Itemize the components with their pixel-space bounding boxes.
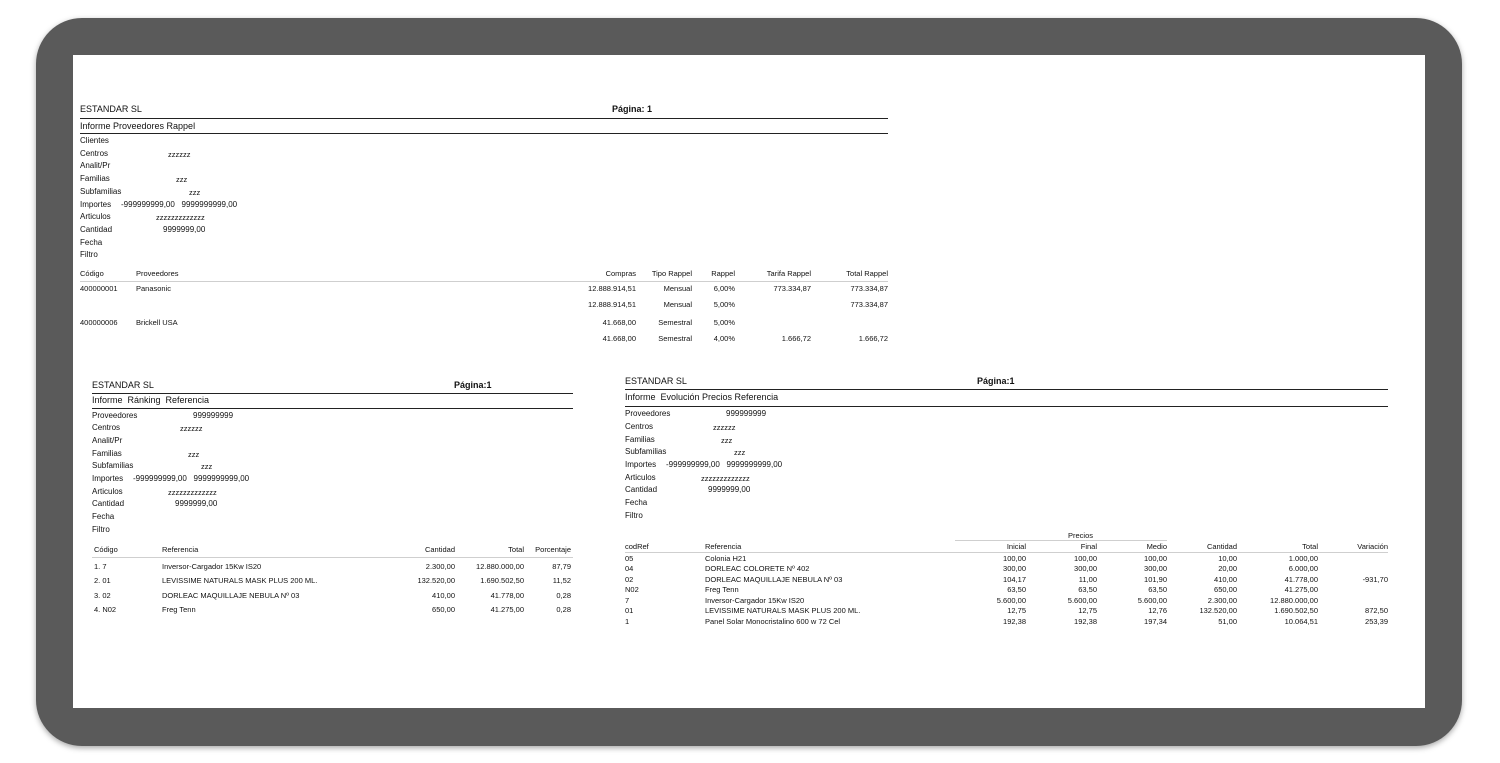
filter-label: Filtro <box>80 250 98 259</box>
filter-label: Familias <box>92 449 122 458</box>
cell-total: 12.880.000,00 <box>1270 596 1318 605</box>
column-header: Rappel <box>711 269 735 278</box>
cell-total: 773.334,87 <box>850 284 888 293</box>
filter-label: Articulos <box>625 473 656 482</box>
title-rule <box>80 133 888 134</box>
page-number: Página: 1 <box>612 104 653 114</box>
filter-label: Centros <box>625 422 654 431</box>
column-header: Cantidad <box>1206 542 1237 551</box>
group-header-rule <box>955 540 1167 541</box>
cell-porcentaje: 0,28 <box>556 605 571 614</box>
cell-cantidad: 20,00 <box>1218 564 1237 573</box>
cell-proveedor: Panasonic <box>136 284 172 293</box>
filter-label: Subfamilias <box>80 187 122 196</box>
column-header: Final <box>1080 542 1097 551</box>
cell-inicial: 104,17 <box>1003 575 1026 584</box>
cell-referencia: DORLEAC MAQUILLAJE NEBULA Nº 03 <box>162 591 300 600</box>
filter-label: Cantidad <box>92 499 125 508</box>
column-header: codRef <box>625 542 649 551</box>
cell-rappel: 5,00% <box>713 318 735 327</box>
cell-codref: 05 <box>625 554 634 563</box>
filter-value: zzzzzz <box>168 150 191 159</box>
cell-codref: 01 <box>625 606 634 615</box>
cell-final: 100,00 <box>1074 554 1097 563</box>
column-header: Tipo Rappel <box>651 269 692 278</box>
column-header: Medio <box>1146 542 1167 551</box>
title-rule <box>92 408 573 409</box>
cell-referencia: LEVISSIME NATURALS MASK PLUS 200 ML. <box>162 576 318 585</box>
page-number: Página:1 <box>977 376 1015 386</box>
cell-cantidad: 132.520,00 <box>417 576 455 585</box>
cell-total: 773.334,87 <box>850 300 888 309</box>
cell-inicial: 300,00 <box>1003 564 1026 573</box>
cell-porcentaje: 87,79 <box>552 562 571 571</box>
cell-medio: 12,76 <box>1148 606 1167 615</box>
cell-referencia: Freg Tenn <box>705 585 739 594</box>
filter-value: 9999999,00 <box>708 485 751 494</box>
filter-value: zzz <box>189 188 201 197</box>
column-header: Tarifa Rappel <box>766 269 811 278</box>
cell-inicial: 12,75 <box>1007 606 1026 615</box>
filter-label: Cantidad <box>625 485 658 494</box>
report-title: Informe Evolución Precios Referencia <box>625 392 779 402</box>
cell-proveedor: Brickell USA <box>136 318 178 327</box>
filter-label: Proveedores <box>625 409 671 418</box>
filter-label: Centros <box>92 423 121 432</box>
cell-cantidad: 2.300,00 <box>425 562 455 571</box>
company-name: ESTANDAR SL <box>80 104 142 114</box>
cell-referencia: LEVISSIME NATURALS MASK PLUS 200 ML. <box>705 606 861 615</box>
cell-final: 192,38 <box>1074 617 1097 626</box>
filter-label: Analit/Pr <box>92 436 123 445</box>
column-header: Total <box>1302 542 1318 551</box>
cell-tarifa: 773.334,87 <box>773 284 811 293</box>
cell-codref: 7 <box>625 596 630 605</box>
cell-variacion: 253,39 <box>1365 617 1388 626</box>
filter-label: Fecha <box>625 498 648 507</box>
filter-label: Importes <box>92 474 124 483</box>
cell-referencia: Freg Tenn <box>162 605 196 614</box>
cell-total: 6.000,00 <box>1288 564 1318 573</box>
filter-value: zzzzzzzzzzzzz <box>701 474 750 483</box>
filter-value: zzz <box>734 448 746 457</box>
cell-codigo: 2. 01 <box>94 576 111 585</box>
cell-referencia: Inversor-Cargador 15Kw IS20 <box>705 596 805 605</box>
column-header: Referencia <box>705 542 742 551</box>
cell-total: 12.880.000,00 <box>476 562 524 571</box>
column-header: Porcentaje <box>535 545 571 554</box>
cell-total: 1.690.502,50 <box>1274 606 1318 615</box>
filter-label: Familias <box>625 435 655 444</box>
cell-variacion: 872,50 <box>1365 606 1388 615</box>
filter-value: zzz <box>721 436 733 445</box>
header-rule <box>625 389 1388 390</box>
filter-label: Articulos <box>92 487 123 496</box>
filter-value: zzz <box>201 462 213 471</box>
filter-label: Articulos <box>80 212 111 221</box>
cell-codref: 02 <box>625 575 634 584</box>
cell-medio: 5.600,00 <box>1137 596 1167 605</box>
cell-rappel: 4,00% <box>713 334 735 343</box>
header-divider <box>625 552 1388 553</box>
cell-final: 11,00 <box>1078 575 1097 584</box>
cell-cantidad: 132.520,00 <box>1199 606 1237 615</box>
company-name: ESTANDAR SL <box>625 376 687 386</box>
cell-final: 300,00 <box>1074 564 1097 573</box>
filter-label: Subfamilias <box>625 447 667 456</box>
cell-medio: 300,00 <box>1144 564 1167 573</box>
cell-tipo: Semestral <box>658 334 692 343</box>
cell-referencia: DORLEAC COLORETE Nº 402 <box>705 564 810 573</box>
cell-cantidad: 650,00 <box>432 605 455 614</box>
cell-porcentaje: 11,52 <box>552 576 571 585</box>
cell-cantidad: 51,00 <box>1218 617 1237 626</box>
cell-codref: 04 <box>625 564 634 573</box>
title-rule <box>625 406 1388 407</box>
cell-inicial: 5.600,00 <box>996 596 1026 605</box>
filter-value: -999999999,00 9999999999,00 <box>666 460 783 469</box>
filter-label: Importes <box>80 200 112 209</box>
cell-codigo: 400000001 <box>80 284 118 293</box>
filter-value: zzzzzz <box>180 424 203 433</box>
cell-codref: 1 <box>625 617 630 626</box>
header-rule <box>80 118 888 119</box>
cell-tipo: Semestral <box>658 318 692 327</box>
cell-codigo: 3. 02 <box>94 591 111 600</box>
cell-total: 41.778,00 <box>490 591 524 600</box>
cell-total: 1.000,00 <box>1288 554 1318 563</box>
filter-label: Familias <box>80 174 110 183</box>
cell-medio: 197,34 <box>1144 617 1167 626</box>
filter-value: zzzzzz <box>713 423 736 432</box>
filter-label: Cantidad <box>80 225 113 234</box>
filter-value: 9999999,00 <box>175 499 218 508</box>
cell-porcentaje: 0,28 <box>556 591 571 600</box>
column-header: Código <box>94 545 118 554</box>
cell-inicial: 192,38 <box>1003 617 1026 626</box>
cell-total: 1.666,72 <box>858 334 888 343</box>
cell-medio: 63,50 <box>1148 585 1167 594</box>
header-divider <box>92 557 573 558</box>
column-header: Referencia <box>162 545 199 554</box>
cell-total: 10.064,51 <box>1284 617 1318 626</box>
cell-cantidad: 2.300,00 <box>1207 596 1237 605</box>
cell-final: 63,50 <box>1078 585 1097 594</box>
cell-rappel: 5,00% <box>713 300 735 309</box>
column-header: Total <box>508 545 524 554</box>
filter-label: Filtro <box>92 525 110 534</box>
column-header: Compras <box>605 269 636 278</box>
cell-referencia: DORLEAC MAQUILLAJE NEBULA Nº 03 <box>705 575 843 584</box>
cell-medio: 101,90 <box>1144 575 1167 584</box>
column-header: Total Rappel <box>846 269 888 278</box>
cell-cantidad: 410,00 <box>1214 575 1237 584</box>
cell-rappel: 6,00% <box>713 284 735 293</box>
company-name: ESTANDAR SL <box>92 380 154 390</box>
cell-referencia: Panel Solar Monocristalino 600 w 72 Cel <box>705 617 841 626</box>
report-title: Informe Proveedores Rappel <box>80 121 196 131</box>
cell-inicial: 100,00 <box>1003 554 1026 563</box>
cell-codref: N02 <box>625 585 639 594</box>
header-divider <box>80 281 888 282</box>
filter-label: Clientes <box>80 136 109 145</box>
cell-medio: 100,00 <box>1144 554 1167 563</box>
cell-cantidad: 10,00 <box>1218 554 1237 563</box>
cell-compras: 41.668,00 <box>602 334 636 343</box>
filter-value: zzz <box>188 450 200 459</box>
column-header: Código <box>80 269 104 278</box>
cell-final: 5.600,00 <box>1067 596 1097 605</box>
filter-label: Analit/Pr <box>80 161 111 170</box>
cell-referencia: Colonia H21 <box>705 554 747 563</box>
filter-label: Fecha <box>92 512 115 521</box>
cell-compras: 12.888.914,51 <box>588 300 636 309</box>
filter-label: Centros <box>80 149 109 158</box>
cell-compras: 41.668,00 <box>602 318 636 327</box>
filter-label: Importes <box>625 460 657 469</box>
cell-total: 41.275,00 <box>1284 585 1318 594</box>
cell-tipo: Mensual <box>663 300 692 309</box>
cell-variacion: -931,70 <box>1362 575 1388 584</box>
filter-value: 999999999 <box>726 409 767 418</box>
cell-tipo: Mensual <box>663 284 692 293</box>
filter-value: zzz <box>176 175 188 184</box>
cell-codigo: 1. 7 <box>94 562 107 571</box>
group-header-precios: Precios <box>1068 531 1094 540</box>
header-rule <box>92 393 573 394</box>
cell-inicial: 63,50 <box>1007 585 1026 594</box>
column-header: Variación <box>1357 542 1388 551</box>
cell-codigo: 4. N02 <box>94 605 117 614</box>
filter-label: Subfamilias <box>92 461 134 470</box>
report-title: Informe Ránking Referencia <box>92 395 210 405</box>
column-header: Inicial <box>1006 542 1026 551</box>
cell-compras: 12.888.914,51 <box>588 284 636 293</box>
filter-value: zzzzzzzzzzzzz <box>168 488 217 497</box>
page-number: Página:1 <box>454 380 492 390</box>
cell-codigo: 400000006 <box>80 318 118 327</box>
cell-total: 1.690.502,50 <box>480 576 524 585</box>
filter-value: 999999999 <box>193 411 234 420</box>
cell-cantidad: 650,00 <box>1214 585 1237 594</box>
cell-referencia: Inversor-Cargador 15Kw IS20 <box>162 562 262 571</box>
cell-tarifa: 1.666,72 <box>781 334 811 343</box>
filter-label: Fecha <box>80 238 103 247</box>
cell-cantidad: 410,00 <box>432 591 455 600</box>
cell-total: 41.778,00 <box>1284 575 1318 584</box>
cell-total: 41.275,00 <box>490 605 524 614</box>
column-header: Cantidad <box>424 545 455 554</box>
filter-value: 9999999,00 <box>163 225 206 234</box>
filter-value: zzzzzzzzzzzzz <box>156 213 205 222</box>
filter-value: -999999999,00 9999999999,00 <box>133 474 250 483</box>
filter-label: Proveedores <box>92 411 138 420</box>
filter-value: -999999999,00 9999999999,00 <box>121 200 238 209</box>
cell-final: 12,75 <box>1078 606 1097 615</box>
filter-label: Filtro <box>625 511 643 520</box>
column-header: Proveedores <box>136 269 179 278</box>
